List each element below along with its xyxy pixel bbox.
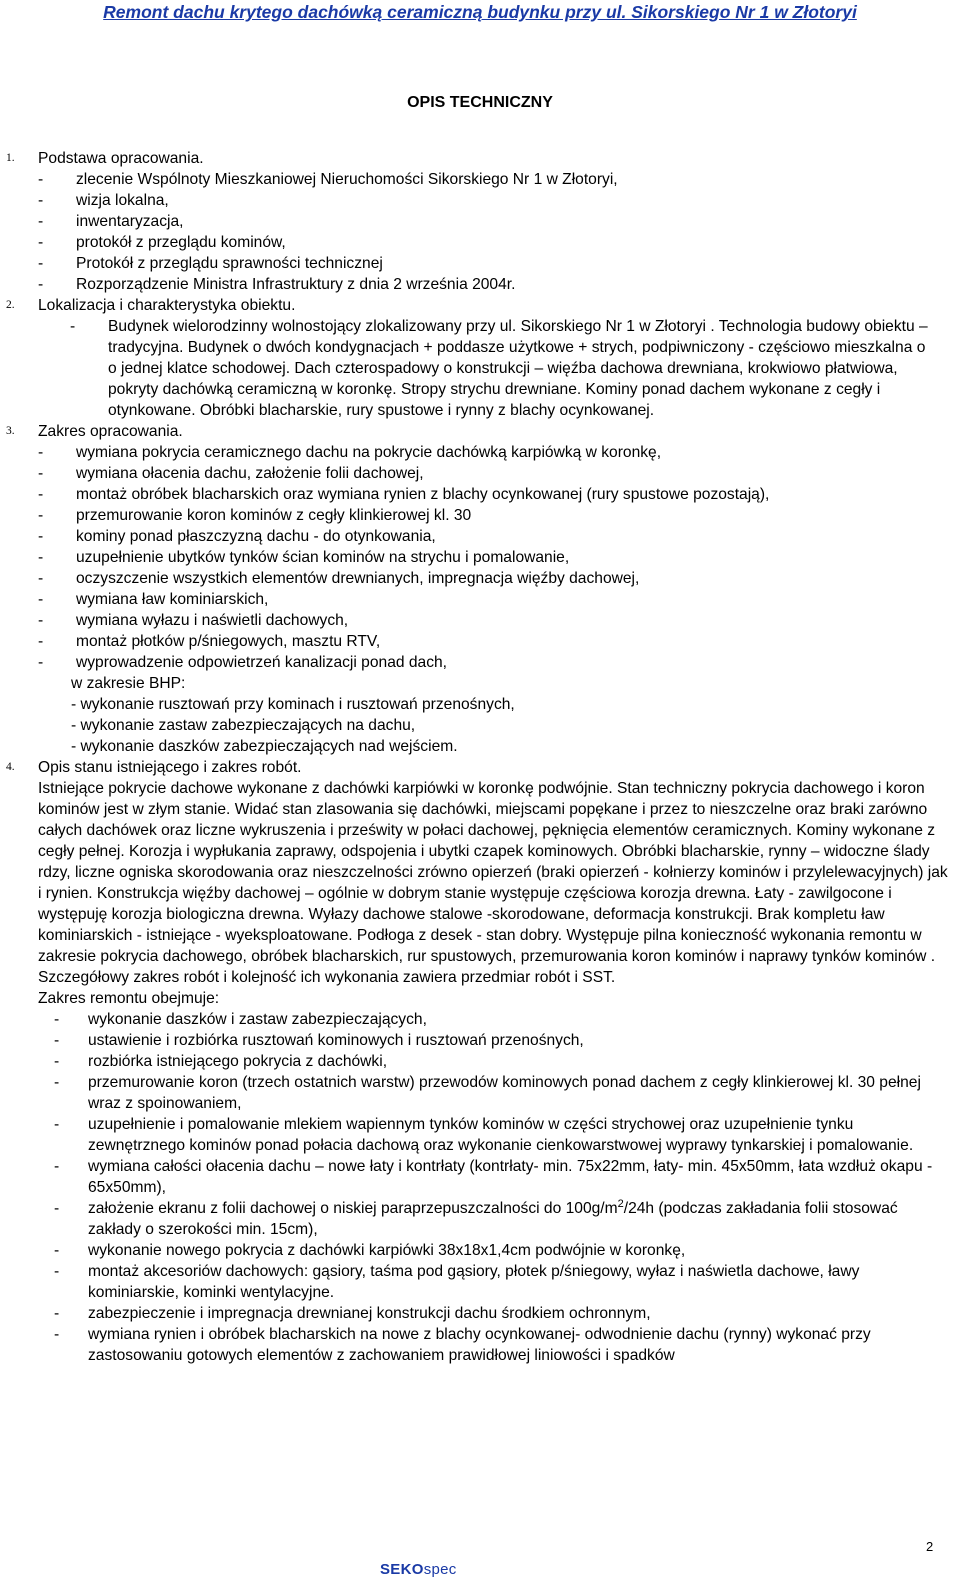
- section-number: 4.: [6, 761, 15, 773]
- section-2-text: - Budynek wielorodzinny wolnostojący zlokalizowany przy ul. Sikorskiego Nr 1 w Złotoryi . Technologia budowy obiektu – tradycyjna. Budynek o dwóch kondygnacjach + poddasze użytkowe + strych, podpiwniczony - częściowo mieszkalna o o jednej klatce schodowej. Dach czterospadowy o konstrukcji – więźba dachowa drewniana, krokwiowo płatwiowa, pokryty dachówką ceramiczną w koronkę. Stropy strychu drewniane. Kominy ponad dachem wykonane z cegły i otynkowane. Obróbki blacharskie, rury spustowe i rynny z blachy ocynkowanej.: [70, 318, 928, 419]
- list-item: - wymiana całości ołacenia dachu – nowe łaty i kontrłaty (kontrłaty- min. 75x22mm, łaty- min. 45x50mm, łata wzdłuż okapu - 65x50mm),: [54, 1158, 933, 1196]
- list-item: - wykonanie nowego pokrycia z dachówki karpiówki 38x18x1,4cm podwójnie w koronkę,: [54, 1242, 686, 1259]
- section-heading: Podstawa opracowania.: [38, 150, 204, 167]
- list-item: - wymiana ołacenia dachu, założenie folii dachowej,: [38, 465, 424, 482]
- bhp-heading: w zakresie BHP:: [71, 675, 186, 692]
- document-title: OPIS TECHNICZNY: [407, 94, 553, 111]
- list-item: - protokół z przeglądu kominów,: [38, 234, 286, 251]
- section-3: [6, 421, 950, 442]
- bhp-item: - wykonanie daszków zabezpieczających nad wejściem.: [71, 738, 458, 755]
- bhp-item: - wykonanie rusztowań przy kominach i rusztowań przenośnych,: [71, 696, 515, 713]
- list-item: - zlecenie Wspólnoty Mieszkaniowej Nieruchomości Sikorskiego Nr 1 w Złotoryi,: [38, 171, 618, 188]
- section-4: [6, 757, 950, 778]
- list-item: - ustawienie i rozbiórka rusztowań kominowych i rusztowań przenośnych,: [54, 1032, 584, 1049]
- list-item: - montaż akcesoriów dachowych: gąsiory, taśma pod gąsiory, płotek p/śniegowy, wyłaz i naświetla dachowe, ławy kominiarskie, kominki wentylacyjne.: [54, 1263, 860, 1301]
- section-number: 3.: [6, 425, 15, 437]
- list-item: - uzupełnienie ubytków tynków ścian kominów na strychu i pomalowanie,: [38, 549, 570, 566]
- list-item: - Protokół z przeglądu sprawności technicznej: [38, 255, 383, 272]
- list-item: - przemurowanie koron (trzech ostatnich warstw) przewodów kominowych ponad dachem z cegły klinkierowej kl. 30 pełnej wraz z spoinowaniem,: [54, 1074, 921, 1112]
- list-item: - wymiana rynien i obróbek blacharskich na nowe z blachy ocynkowanej- odwodnienie dachu (rynny) wykonać przy zastosowaniu gotowych elementów z zachowaniem prawidłowej liniowości i spadków: [54, 1326, 871, 1364]
- section-heading: Opis stanu istniejącego i zakres robót.: [38, 759, 302, 776]
- list-item: - wizja lokalna,: [38, 192, 169, 209]
- list-item: - zabezpieczenie i impregnacja drewnianej konstrukcji dachu środkiem ochronnym,: [54, 1305, 651, 1322]
- section-1: [6, 148, 950, 169]
- list-item: - wykonanie daszków i zastaw zabezpieczających,: [54, 1011, 427, 1028]
- section-4-list: [6, 1009, 950, 1366]
- section-1-list: [6, 169, 950, 295]
- list-item: - inwentaryzacja,: [38, 213, 184, 230]
- list-item: - kominy ponad płaszczyzną dachu - do otynkowania,: [38, 528, 436, 545]
- list-item: - przemurowanie koron kominów z cegły klinkierowej kl. 30: [38, 507, 472, 524]
- section-2: [6, 295, 950, 316]
- section-heading: Zakres opracowania.: [38, 423, 183, 440]
- section-3-list: [6, 442, 950, 673]
- list-item: - wyprowadzenie odpowietrzeń kanalizacji ponad dach,: [38, 654, 448, 671]
- list-item: - wymiana pokrycia ceramicznego dachu na pokrycie dachówką karpiówką w koronkę,: [38, 444, 662, 461]
- list-item: - montaż obróbek blacharskich oraz wymiana rynien z blachy ocynkowanej (rury spustowe pozostają),: [38, 486, 770, 503]
- page-number: 2: [926, 1539, 934, 1554]
- list-item: - założenie ekranu z folii dachowej o niskiej paraprzepuszczalności do $100g/m^2/24h$ (podczas zakładania folii stosować zakłady o szerokości min. 15cm),: [54, 1197, 898, 1238]
- scope-heading: Zakres remontu obejmuje:: [38, 990, 220, 1007]
- list-item: - montaż płotków p/śniegowych, masztu RTV,: [38, 633, 381, 650]
- list-item: - rozbiórka istniejącego pokrycia z dachówki,: [54, 1053, 388, 1070]
- document-body: [6, 148, 950, 1366]
- section-4-text: Istniejące pokrycie dachowe wykonane z dachówki karpiówki w koronkę podwójnie. Stan techniczny pokrycia dachowego i koron kominów jest w złym stanie. Widać stan zlasowania się dachówki, miejscami popękane i przez to nieszczelne oraz braki zarówno całych dachówek oraz liczne wykruszenia i prześwity w połaci dachowej, pęknięcia elementów ceramicznych. Kominy wykonane z cegły pełnej. Korozja i wypłukania zaprawy, odspojenia i ubytki czapek kominowych. Obróbki blacharskie, rynny – widoczne ślady rdzy, liczne ogniska skorodowania oraz nieszczelności zrówno opierzeń (braki opierzeń - kołnierzy kominów i przylelewacyjnych) jak i rynien. Konstrukcja więźby dachowej – ogólnie w dobrym stanie występuje częściowa korozja drewna. Łaty - zawilgocone i występuję korozja biologiczna drewna. Wyłazy dachowe stalowe -skorodowane, deformacja konstrukcji. Brak kompletu ław kominiarskich - istniejące - wyeksploatowane. Podłoga z desek - stan dobry. Występuje pilna konieczność wykonania remontu w zakresie pokrycia dachowego, obróbek blacharskich, rur spustowych, przemurowania koron kominów i naprawy tynków kominów . Szczegółowy zakres robót i kolejność ich wykonania zawiera przedmiar robót i SST.: [38, 780, 948, 986]
- section-heading: Lokalizacja i charakterystyka obiektu.: [38, 297, 296, 314]
- list-item: - Rozporządzenie Ministra Infrastruktury z dnia 2 września 2004r.: [38, 276, 516, 293]
- company-logo: SEKOspec: [380, 1561, 457, 1578]
- bhp-item: - wykonanie zastaw zabezpieczających na dachu,: [71, 717, 416, 734]
- document-header: Remont dachu krytego dachówką ceramiczną budynku przy ul. Sikorskiego Nr 1 w Złotoryi: [103, 2, 857, 22]
- list-item: - wymiana ław kominiarskich,: [38, 591, 269, 608]
- list-item: - wymiana wyłazu i naświetli dachowych,: [38, 612, 349, 629]
- section-number: 1.: [6, 152, 15, 164]
- list-item: - uzupełnienie i pomalowanie mlekiem wapiennym tynków kominów w części strychowej oraz uzupełnienie tynku zewnętrznego kominów ponad połacia dachową oraz wykonanie cienkowarstwowej wyprawy tynkarskiej i pomalowanie.: [54, 1116, 914, 1154]
- list-item: - oczyszczenie wszystkich elementów drewnianych, impregnacja więźby dachowej,: [38, 570, 640, 587]
- section-number: 2.: [6, 299, 15, 311]
